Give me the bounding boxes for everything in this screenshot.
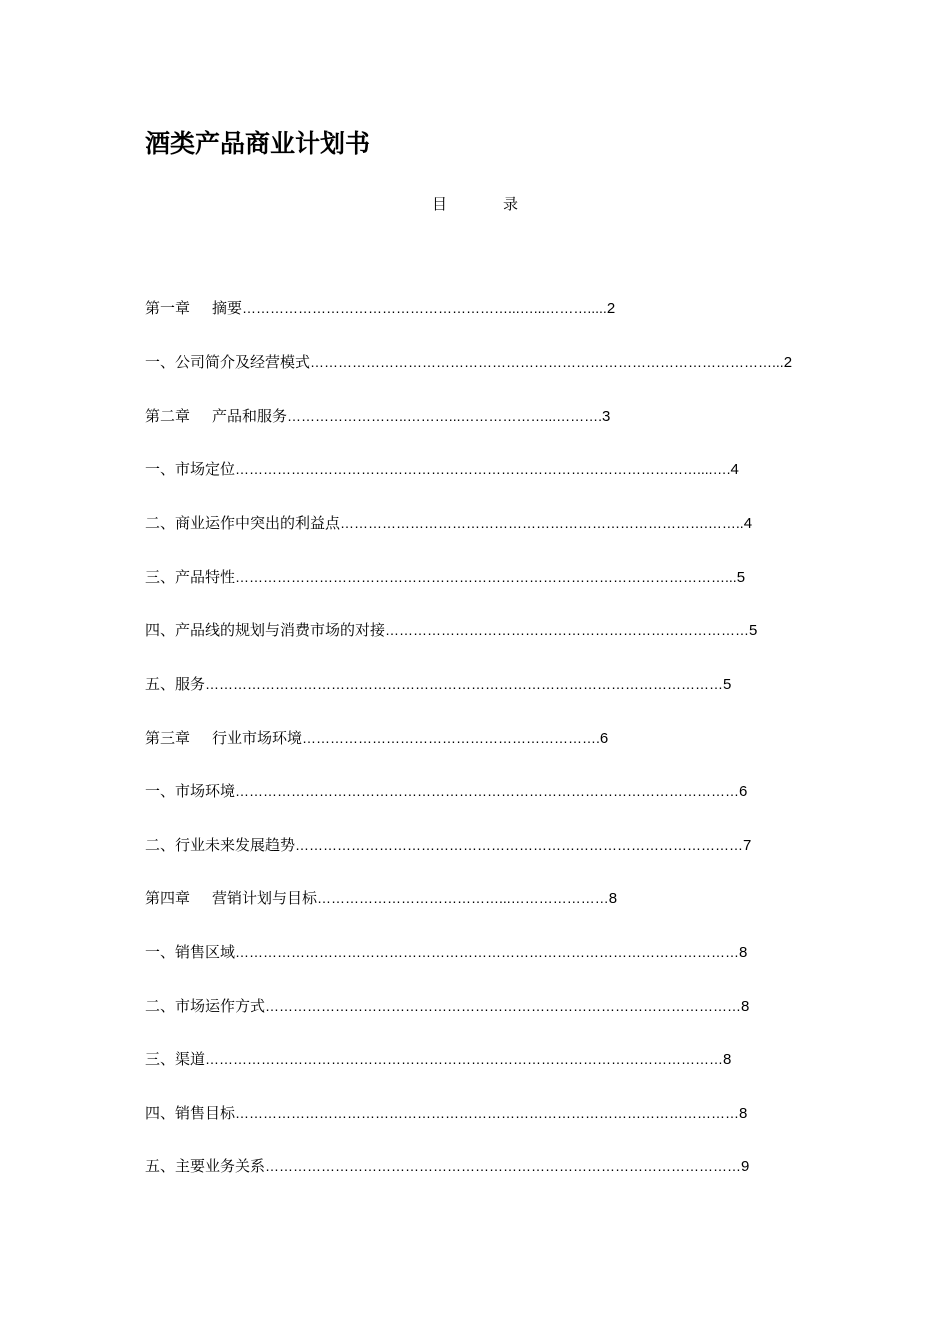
toc-leader-dots: ……………………………………………………………………………………………… (235, 944, 740, 960)
toc-entry[interactable] (145, 1101, 747, 1125)
toc-leader-dots: ……………………………………………………………………………………………… (235, 1105, 740, 1121)
toc-entry-label (145, 729, 302, 747)
document-title: 酒类产品商业计划书 (145, 129, 371, 158)
toc-entry-label: 四、产品线的规划与消费市场的对接 (145, 621, 386, 639)
toc-entry[interactable] (145, 1047, 731, 1071)
toc-page-number: 4 (743, 515, 753, 532)
toc-leader-dots: ………………………………………………………………………………………………… (205, 676, 724, 692)
toc-chapter-title: 摘要 (212, 299, 243, 317)
toc-entry[interactable] (145, 726, 608, 750)
toc-page-number: 7 (743, 837, 752, 854)
toc-entry[interactable] (145, 779, 747, 803)
toc-entry-label (145, 889, 317, 907)
toc-leader-dots: …………………………………………………………………………………… (295, 837, 744, 853)
toc-chapter-number: 第三章 (145, 729, 191, 747)
toc-page-number: 8 (739, 1105, 748, 1122)
toc-page-number: 8 (739, 944, 748, 961)
toc-entry[interactable] (145, 994, 749, 1018)
toc-page-number: 8 (741, 998, 750, 1015)
toc-entry-label: 一、公司简介及经营模式 (145, 353, 311, 371)
toc-chapter-number: 第四章 (145, 889, 191, 907)
toc-page-number: 9 (741, 1158, 750, 1175)
toc-entry-label: 一、市场定位 (145, 460, 236, 478)
toc-leader-dots: ………………………………………………………. (302, 730, 600, 746)
toc-entry-label: 一、销售区域 (145, 943, 236, 961)
toc-heading-left: 目 (432, 195, 448, 213)
toc-entry[interactable] (145, 940, 747, 964)
toc-entry-label (145, 407, 287, 425)
toc-page-number: 8 (723, 1051, 732, 1068)
toc-entry[interactable] (145, 350, 792, 374)
toc-leader-dots: ……………………………………………………………………………………………... (235, 569, 737, 585)
toc-page-number: 5 (736, 569, 746, 586)
toc-entry[interactable] (145, 404, 610, 428)
toc-chapter-title: 产品和服务 (212, 407, 288, 425)
toc-entry-label: 二、商业运作中突出的利益点 (145, 514, 341, 532)
toc-heading-right: 录 (503, 195, 519, 213)
toc-entry[interactable] (145, 886, 617, 910)
toc-entry[interactable] (145, 511, 752, 535)
toc-page-number: 5 (749, 622, 758, 639)
toc-leader-dots: ………………………………………………………………………………………... (310, 354, 784, 370)
toc-entry-label: 二、市场运作方式 (145, 997, 266, 1015)
toc-leader-dots: …………………………………………………………………… (385, 622, 750, 638)
toc-leader-dots: ………………………………………………………………………………………………… (205, 1051, 724, 1067)
toc-entry[interactable] (145, 296, 615, 320)
toc-leader-dots: …………………………………………………...…...………..... (242, 300, 607, 316)
toc-chapter-title: 营销计划与目标 (212, 889, 318, 907)
toc-entry[interactable] (145, 672, 731, 696)
toc-entry-label: 五、服务 (145, 675, 206, 693)
toc-chapter-title: 行业市场环境 (212, 729, 303, 747)
toc-entry-label: 五、主要业务关系 (145, 1157, 266, 1175)
toc-page-number: 3 (602, 408, 611, 425)
toc-page-number: 2 (606, 300, 616, 317)
toc-leader-dots: …………………………………...………………… (317, 890, 609, 906)
toc-entry-label: 二、行业未来发展趋势 (145, 836, 296, 854)
toc-entry[interactable] (145, 618, 757, 642)
toc-page-number: 5 (723, 676, 732, 693)
toc-entry[interactable] (145, 457, 739, 481)
toc-heading (0, 193, 950, 213)
toc-leader-dots: …………………………………………………………………….…….. (340, 515, 744, 531)
toc-entry-label: 一、市场环境 (145, 782, 236, 800)
toc-leader-dots: ……………………..………...………………...………. (287, 408, 603, 424)
toc-entry[interactable] (145, 833, 751, 857)
toc-page-number: 4 (730, 461, 739, 478)
toc-page-number: 6 (739, 783, 748, 800)
toc-chapter-number: 第二章 (145, 407, 191, 425)
toc-leader-dots: ………………………………………………………………………………………… (265, 1158, 742, 1174)
toc-entry[interactable] (145, 1154, 749, 1178)
toc-chapter-number: 第一章 (145, 299, 191, 317)
toc-leader-dots: ……………………………………………………………………………………………… (235, 783, 740, 799)
toc-entry-label: 四、销售目标 (145, 1104, 236, 1122)
toc-page-number: 6 (599, 730, 609, 747)
toc-page-number: 2 (783, 354, 793, 371)
toc-leader-dots: ………………………………………………………………………………………....…. (235, 461, 731, 477)
toc-entry-label (145, 299, 242, 317)
toc-entry-label: 三、渠道 (145, 1050, 206, 1068)
toc-entry[interactable] (145, 565, 745, 589)
toc-page-number: 8 (608, 890, 618, 907)
toc-leader-dots: ………………………………………………………………………………………… (265, 998, 742, 1014)
toc-entry-label: 三、产品特性 (145, 568, 236, 586)
